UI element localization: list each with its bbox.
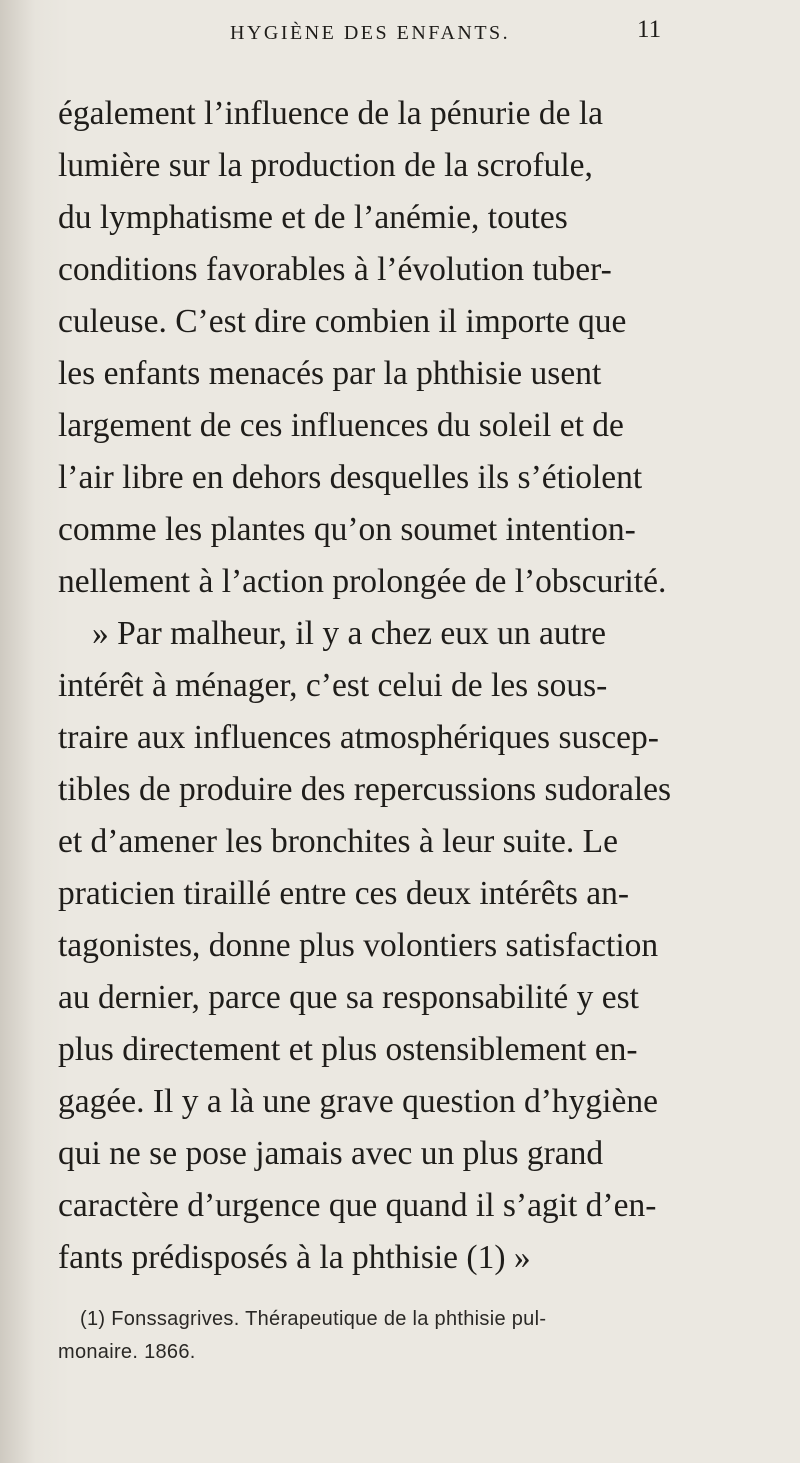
text-line: au dernier, parce que sa responsabilité y est [58,979,639,1016]
text-line: les enfants menacés par la phthisie usent [58,355,602,392]
text-line: caractère d’urgence que quand il s’agit d’en- [58,1187,657,1224]
text-line: comme les plantes qu’on soumet intention- [58,511,636,548]
text-line: culeuse. C’est dire combien il importe que [58,303,627,340]
footnote-line: (1) Fonssagrives. Thérapeutique de la phthisie pul- [80,1308,547,1330]
text-line: tagonistes, donne plus volontiers satisfaction [58,927,659,964]
text-line: conditions favorables à l’évolution tuber- [58,251,612,288]
text-line: tibles de produire des repercussions sudorales [58,771,672,808]
text-line: intérêt à ménager, c’est celui de les sous- [58,667,608,704]
text-line: également l’influence de la pénurie de la [58,95,604,132]
text-line: fants prédisposés à la phthisie (1) » [58,1239,531,1276]
text-line: l’air libre en dehors desquelles ils s’étiolent [58,459,643,496]
page-number: 11 [637,16,662,43]
text-line: et d’amener les bronchites à leur suite. Le [58,823,618,860]
text-line: gagée. Il y a là une grave question d’hygiène [58,1083,658,1120]
text-line: lumière sur la production de la scrofule, [58,147,593,184]
text-line: plus directement et plus ostensiblement en- [58,1031,638,1068]
text-line: largement de ces influences du soleil et de [58,407,624,444]
running-head: HYGIÈNE DES ENFANTS. [230,22,511,44]
text-line: » Par malheur, il y a chez eux un autre [92,615,606,652]
text-line: qui ne se pose jamais avec un plus grand [58,1135,604,1172]
text-line: nellement à l’action prolongée de l’obscurité. [58,563,667,600]
text-line: du lymphatisme et de l’anémie, toutes [58,199,568,236]
text-line: traire aux influences atmosphériques suscep- [58,719,659,756]
footnote-line: monaire. 1866. [58,1341,196,1363]
text-line: praticien tiraillé entre ces deux intérêts an- [58,875,630,912]
